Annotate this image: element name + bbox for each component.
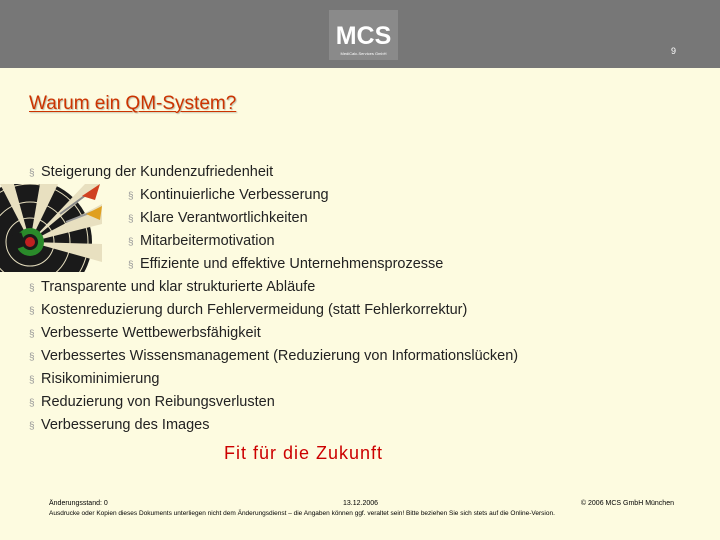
square-bullet-icon: § (29, 283, 35, 294)
mcs-logo (329, 10, 398, 60)
square-bullet-icon: § (128, 260, 134, 271)
footer-version: Änderungsstand: 0 (49, 500, 108, 507)
square-bullet-icon: § (29, 352, 35, 363)
slogan: Fit für die Zukunft (224, 443, 384, 463)
header-bar (0, 0, 720, 68)
square-bullet-icon: § (29, 375, 35, 386)
square-bullet-icon: § (128, 191, 134, 202)
square-bullet-icon: § (29, 329, 35, 340)
square-bullet-icon: § (29, 306, 35, 317)
logo-subtitle: MediCalc-Services GmbH (340, 51, 387, 56)
footer-date: 13.12.2006 (343, 500, 379, 507)
page-number: 9 (670, 46, 676, 56)
footer-disclaimer: Ausdrucke oder Kopien dieses Dokuments unterliegen nicht dem Änderungsdienst – die Angaben können ggf. veraltet sein! Bitte beziehen Sie sich stets auf die Online-Version. (49, 510, 555, 517)
logo-text: MCS (335, 22, 392, 50)
square-bullet-icon: § (29, 398, 35, 409)
dartboard-image (0, 184, 102, 272)
square-bullet-icon: § (29, 168, 35, 179)
square-bullet-icon: § (128, 214, 134, 225)
slide-title: Warum ein QM-System? (29, 93, 237, 114)
square-bullet-icon: § (29, 421, 35, 432)
footer-copyright: © 2006 MCS GmbH München (580, 500, 674, 507)
square-bullet-icon: § (128, 237, 134, 248)
